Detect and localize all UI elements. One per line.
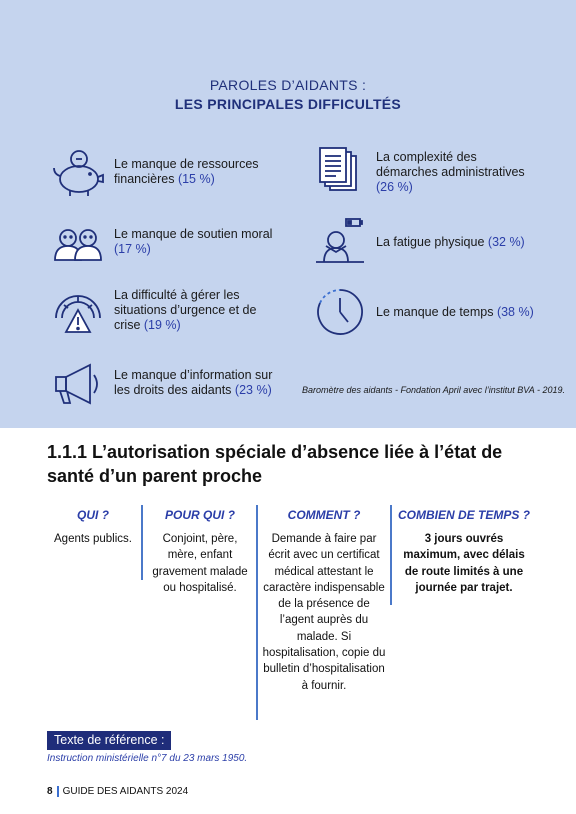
column-divider (141, 505, 143, 580)
column-body: Agents publics. (54, 533, 132, 545)
column-how-long (396, 505, 532, 596)
panel-title-line2: LES PRINCIPALES DIFFICULTÉS (174, 96, 402, 112)
megaphone-icon (50, 357, 106, 409)
piggy-bank-icon (50, 146, 106, 198)
difficulty-pct: (38 %) (496, 304, 534, 319)
difficulty-item-time (312, 286, 542, 338)
column-body: Demande à faire par écrit avec un certificat médical attestant le caractère indispensable de la présence de l’agent auprès du malade. Si hospitalisation, copie du bulletin d’hospitalisation à fournir. (262, 533, 386, 692)
column-divider (390, 505, 392, 605)
difficulty-pct: (32 %) (487, 234, 525, 249)
difficulty-text: La complexité des démarches administratives (376, 149, 525, 179)
difficulty-text: La difficulté à gérer les situations d’urgence et de crise (114, 287, 257, 332)
clock-icon (312, 286, 368, 338)
warning-gauge-icon (50, 284, 106, 336)
difficulty-item-moral-support (50, 216, 280, 268)
column-header: QUI ? (77, 508, 109, 522)
difficulty-pct: (19 %) (143, 317, 181, 332)
tired-person-icon (312, 216, 368, 268)
column-divider (256, 505, 258, 720)
difficulty-item-finances (50, 146, 280, 198)
difficulty-item-emergency (50, 284, 280, 336)
documents-icon (312, 146, 368, 198)
section-title: 1.1.1 L’autorisation spéciale d’absence liée à l’état de santé d’un parent proche (47, 442, 503, 486)
difficulty-text: Le manque de temps (376, 304, 494, 319)
difficulty-item-admin (312, 146, 542, 198)
reference-label: Texte de référence : (47, 731, 171, 750)
column-header: POUR QUI ? (164, 508, 235, 522)
difficulty-text: Le manque de ressources financières (114, 157, 259, 186)
page-number: 8 (47, 786, 53, 797)
difficulty-item-information (50, 357, 280, 409)
column-body: 3 jours ouvrés maximum, avec délais de route limités à une journée par trajet. (403, 533, 525, 594)
difficulty-pct: (17 %) (114, 242, 151, 256)
column-how (262, 505, 386, 694)
page-footer (47, 786, 188, 797)
difficulty-text: La fatigue physique (376, 234, 485, 249)
difficulty-text: Le manque de soutien moral (114, 227, 273, 241)
panel-title-line1: PAROLES D’AIDANTS : (209, 77, 367, 93)
difficulty-item-fatigue (312, 216, 542, 268)
column-header: COMMENT ? (287, 508, 361, 522)
footer-divider (57, 786, 59, 797)
survey-source: Baromètre des aidants - Fondation April avec l’institut BVA - 2019. (302, 385, 565, 395)
people-icon (50, 216, 106, 268)
difficulty-pct: (26 %) (376, 179, 413, 194)
difficulty-pct: (23 %) (234, 383, 272, 397)
column-for-whom (146, 505, 254, 596)
difficulty-pct: (15 %) (177, 172, 215, 186)
column-who (47, 505, 139, 547)
difficulty-text: Le manque d’information sur les droits des aidants (114, 368, 273, 397)
column-body: Conjoint, père, mère, enfant gravement malade ou hospitalisé. (152, 533, 248, 594)
reference-text: Instruction ministérielle n°7 du 23 mars 1950. (47, 753, 248, 764)
column-header: COMBIEN DE TEMPS ? (397, 508, 530, 522)
guide-title: GUIDE DES AIDANTS 2024 (62, 786, 189, 797)
